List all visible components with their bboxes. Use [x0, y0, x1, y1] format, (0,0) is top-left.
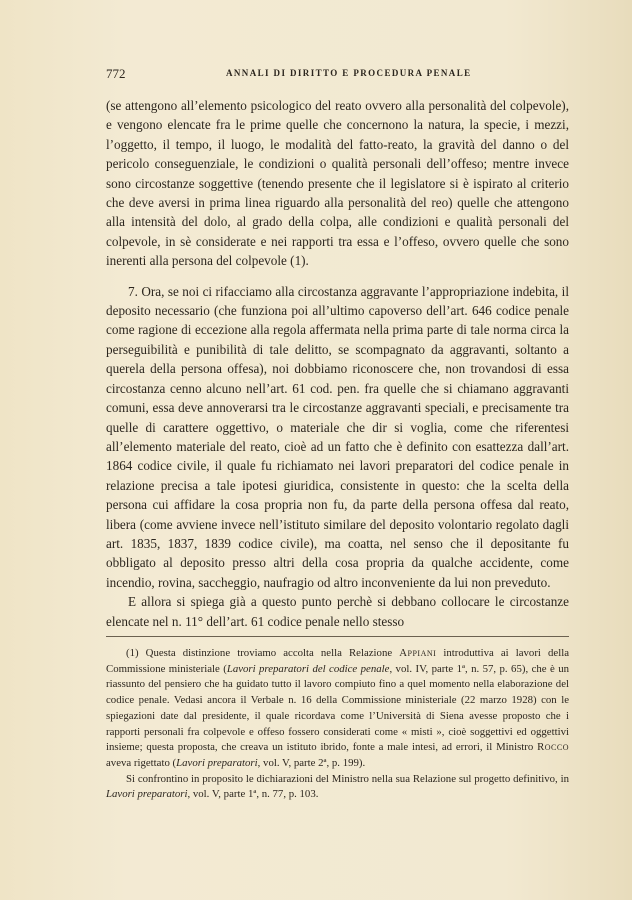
footnote-1: (1) Questa distinzione troviamo accolta nella Relazione Appiani introduttiva ai lavori della Commissione ministeriale (Lavori preparatori del codice penale, vol. IV, parte 1ª, n. 57, p. 65), che è un riassunto del pensiero che ha guidato tutto il lavoro compiuto fino a quel momento nella elaborazione del codice penale. Vedasi ancora il Verbale n. 16 della Commissione ministeriale (22 marzo 1928) con le spiegazioni date dal presidente, il quale ricordava come l’Università di Siena avesse proposto che i rapporti personali fra colpevole e offeso fossero considerati come « misti », cioè soggettivi ed oggettivi insieme; questa proposta, che creava un istituto ibrido, fonte a male intesi, ad errori, il Ministro Rocco aveva rigettato (Lavori preparatori, vol. V, parte 2ª, p. 199). [106, 647, 569, 769]
page-number: 772 [106, 66, 126, 81]
page-header [106, 66, 570, 84]
author-appiani: Appiani [399, 647, 437, 659]
running-title: ANNALI DI DIRITTO E PROCEDURA PENALE [226, 68, 472, 78]
main-text [106, 96, 569, 631]
footnote-1-continuation: Si confrontino in proposito le dichiarazioni del Ministro nella sua Relazione sul progetto definitivo, in Lavori preparatori, vol. V, parte 1ª, n. 77, p. 103. [106, 772, 569, 801]
footnotes [106, 646, 569, 803]
paragraph-section-7: 7. Ora, se noi ci rifacciamo alla circostanza aggravante l’appropriazione indebita, il deposito necessario (che funziona poi all’ultimo capoverso dell’art. 646 codice penale come ragione di eccezione alla regola affermata nella prima parte di tale norma circa la perseguibilità e punibilità di tale delitto, se scompagnato da aggravanti, soltanto a querela della persona offesa), noi dobbiamo riconoscere che, non trovandosi di essa circostanza cenno alcuno nell’art. 61 cod. pen. fra quelle che si chiamano aggravanti comuni, essa deve annoverarsi tra le circostanze aggravanti speciali, e precisamente tra quelle di carattere oggettivo, o materiale che dir si voglia, come che riferentesi all’elemento materiale del reato, cioè ad un fatto che è definito con esattezza dall’art. 1864 codice civile, il quale fu richiamato nei lavori preparatori del codice penale in relazione precisa a tale ipotesi giuridica, consistente in questo: che la scelta della persona cui affidare la cosa propria non fu, da parte della persona offesa dal reato, libera (come avviene invece nell’istituto similare del deposito volontario regolato dagli art. 1835, 1837, 1839 codice civile), ma coatta, nel senso che il depositante fu obbligato al deposito presso altri della cosa propria da qualche accidente, come incendio, rovina, saccheggio, naufragio od altro inconveniente da lui non preveduto. [106, 283, 569, 590]
paragraph-continued: (se attengono all’elemento psicologico del reato ovvero alla personalità del colpevole), e vengono elencate fra le prime quelle che concernono la natura, la specie, i mezzi, l’oggetto, il tempo, il luogo, le modalità del fatto-reato, la gravità del danno o del pericolo conseguenziale, le condizioni o qualità personali dell’offeso; mentre invece sono circostanze soggettive (tenendo presente che il legislatore si è ispirato al criterio che deve aversi in prima linea riguardo alla personalità del reo) quelle che attengono alla intensità del dolo, al grado della colpa, alle condizioni e qualità personali del colpevole, in sè considerate e nei rapporti tra essa e l’offeso, ovvero quelle che sono inerenti alla persona del colpevole (1). [106, 98, 569, 269]
paragraph-allora: E allora si spiega già a questo punto perchè si debbano collocare le circostanze elencate nel n. 11° dell’art. 61 codice penale nello stesso [106, 594, 569, 629]
minister-rocco: Rocco [537, 741, 569, 754]
footnote-divider [106, 636, 569, 637]
